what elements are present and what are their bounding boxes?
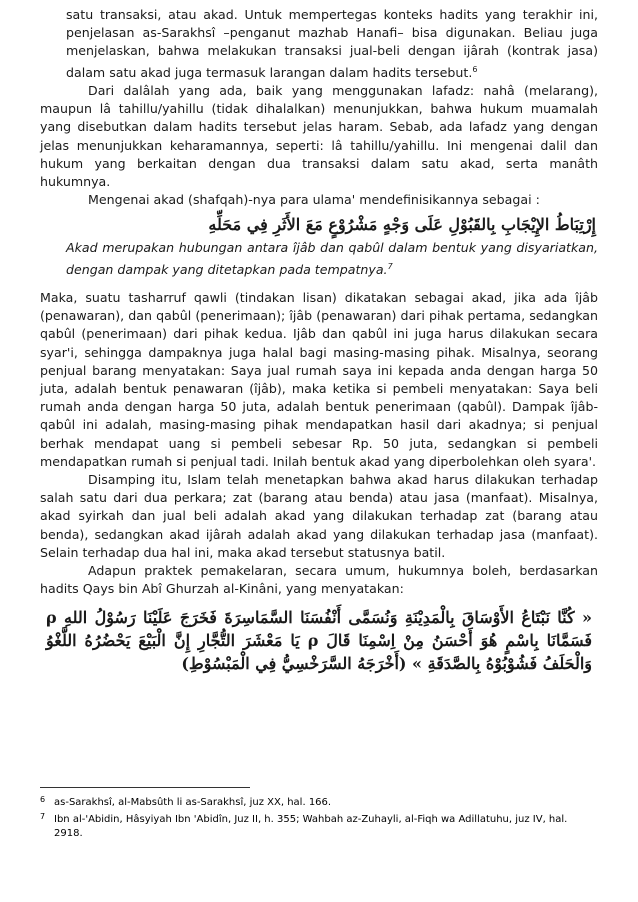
footnote-ref-6[interactable]: 6 [472,64,478,74]
footnote-6 [40,796,598,810]
arabic-definition: إِرْتِبَاطُ الإِيْجَابِ بِالقَبُوْلِ عَلَى وَجْهٍ مَشْرُوْعٍ مَعَ الأَثَرِ فِي مَحَلِّهِ [208,215,596,235]
paragraph-ijab-qabul: Maka, suatu tasharruf qawli (tindakan lisan) dikatakan sebagai akad, jika ada îjâb (penawaran), dan qabûl (penerimaan); îjâb (penawaran) dari pihak pertama, sedangkan qabûl (penerimaan) dari pihak kedua. Ijâb dan qabûl ini juga harus dilakukan secara syar'i, sehingga dampaknya juga halal bagi masing-masing pihak. Misalnya, seorang penjual barang menyatakan: Saya jual rumah saya ini kepada anda dengan harga 50 juta, adalah bentuk penawaran (îjâb), maka ketika si pembeli menyatakan: Saya beli rumah anda dengan harga 50 juta, adalah bentuk penerimaan (qabûl). Dampak îjâb-qabûl ini adalah, masing-masing pihak mendapatkan hasil dari akadnya; si penjual berhak mendapat uang si pembeli sebesar Rp. 50 juta, sedangkan si pembeli mendapatkan rumah si penjual tadi. Inilah bentuk akad yang diperbolehkan oleh syara'. [40,290,598,469]
footnote-divider [40,787,250,788]
footnote-number: 6 [40,795,46,804]
definition-translation [66,239,598,279]
footnote-7 [40,813,598,841]
footnote-text: Ibn al-'Abidin, Hâsyiyah Ibn 'Abidîn, Juz II, h. 355; Wahbah az-Zuhayli, al-Fiqh wa Adillatuhu, juz IV, hal. 2918. [54,814,568,839]
paragraph-hadith-intro: Adapun praktek pemakelaran, secara umum, hukumnya boleh, berdasarkan hadits Qays bin Abî Ghurzah al-Kinâni, yang menyatakan: [40,563,598,597]
translation-text: Akad merupakan hubungan antara îjâb dan qabûl dalam bentuk yang disyariatkan, dengan dampak yang ditetapkan pada tempatnya. [66,240,598,277]
footnote-number: 7 [40,812,46,821]
footnote-text: as-Sarakhsî, al-Mabsûth li as-Sarakhsî, juz XX, hal. 166. [54,797,332,808]
paragraph-akad-intro: Mengenai akad (shafqah)-nya para ulama' mendefinisikannya sebagai : [88,192,540,208]
paragraph-continuation [40,6,598,82]
paragraph-akad-objects: Disamping itu, Islam telah menetapkan bahwa akad harus dilakukan terhadap salah satu dari dua perkara; zat (barang atau benda) atau jasa (manfaat). Misalnya, akad syirkah dan jual beli adalah akad yang dilakukan terhadap zat (barang atau benda), sedangkan akad ijârah adalah akad yang dilakukan terhadap jasa (manfaat). Selain terhadap dua hal ini, maka akad tersebut statusnya batil. [40,472,598,560]
arabic-hadith: « كُنَّا نَبْتَاعُ الأَوْسَاقَ بِالْمَدِيْنَةِ وَنُسَمَّى أَنْفُسَنَا السَّمَاسِرَةَ فَخَرَجَ عَلَيْنَا رَسُوْلُ اللهِ ρ فَسَمَّانَا بِاسْمٍ هُوَ أَحْسَنُ مِنْ اِسْمِنَا قَالَ ρ يَا مَعْشَرَ التُّجَّارِ إِنَّ الْبَيْعَ يَحْضُرُهُ اللَّغْوُ وَالْحَلَفُ فَشُوْبُوْهُ بِالصَّدَقَةِ » (أَخْرَجَهُ السَّرَخْسِيُّ فِي الْمَبْسُوْطِ) [46,608,592,674]
paragraph-dalalah: Dari dalâlah yang ada, baik yang menggunakan lafadz: nahâ (melarang), maupun lâ tahillu/yahillu (tidak dihalalkan) menunjukkan, bahwa hukum muamalah yang disebutkan dalam hadits tersebut jelas haram. Sebab, ada lafadz yang dengan jelas menunjukkan keharamannya, seperti: lâ tahillu/yahillu. Ini mengenai dalil dan hukum yang berkaitan dengan dua transaksi dalam satu akad, serta manâth hukumnya. [40,83,598,190]
paragraph-text: satu transaksi, atau akad. Untuk mempertegas konteks hadits yang terakhir ini, penjelasan as-Sarakhsî –penganut mazhab Hanafi– bisa digunakan. Beliau juga menjelaskan, bahwa melakukan transaksi jual-beli dengan ijârah (kontrak jasa) dalam satu akad juga termasuk larangan dalam hadits tersebut. [66,7,598,80]
footnote-ref-7[interactable]: 7 [387,261,393,271]
footnotes [40,796,598,844]
